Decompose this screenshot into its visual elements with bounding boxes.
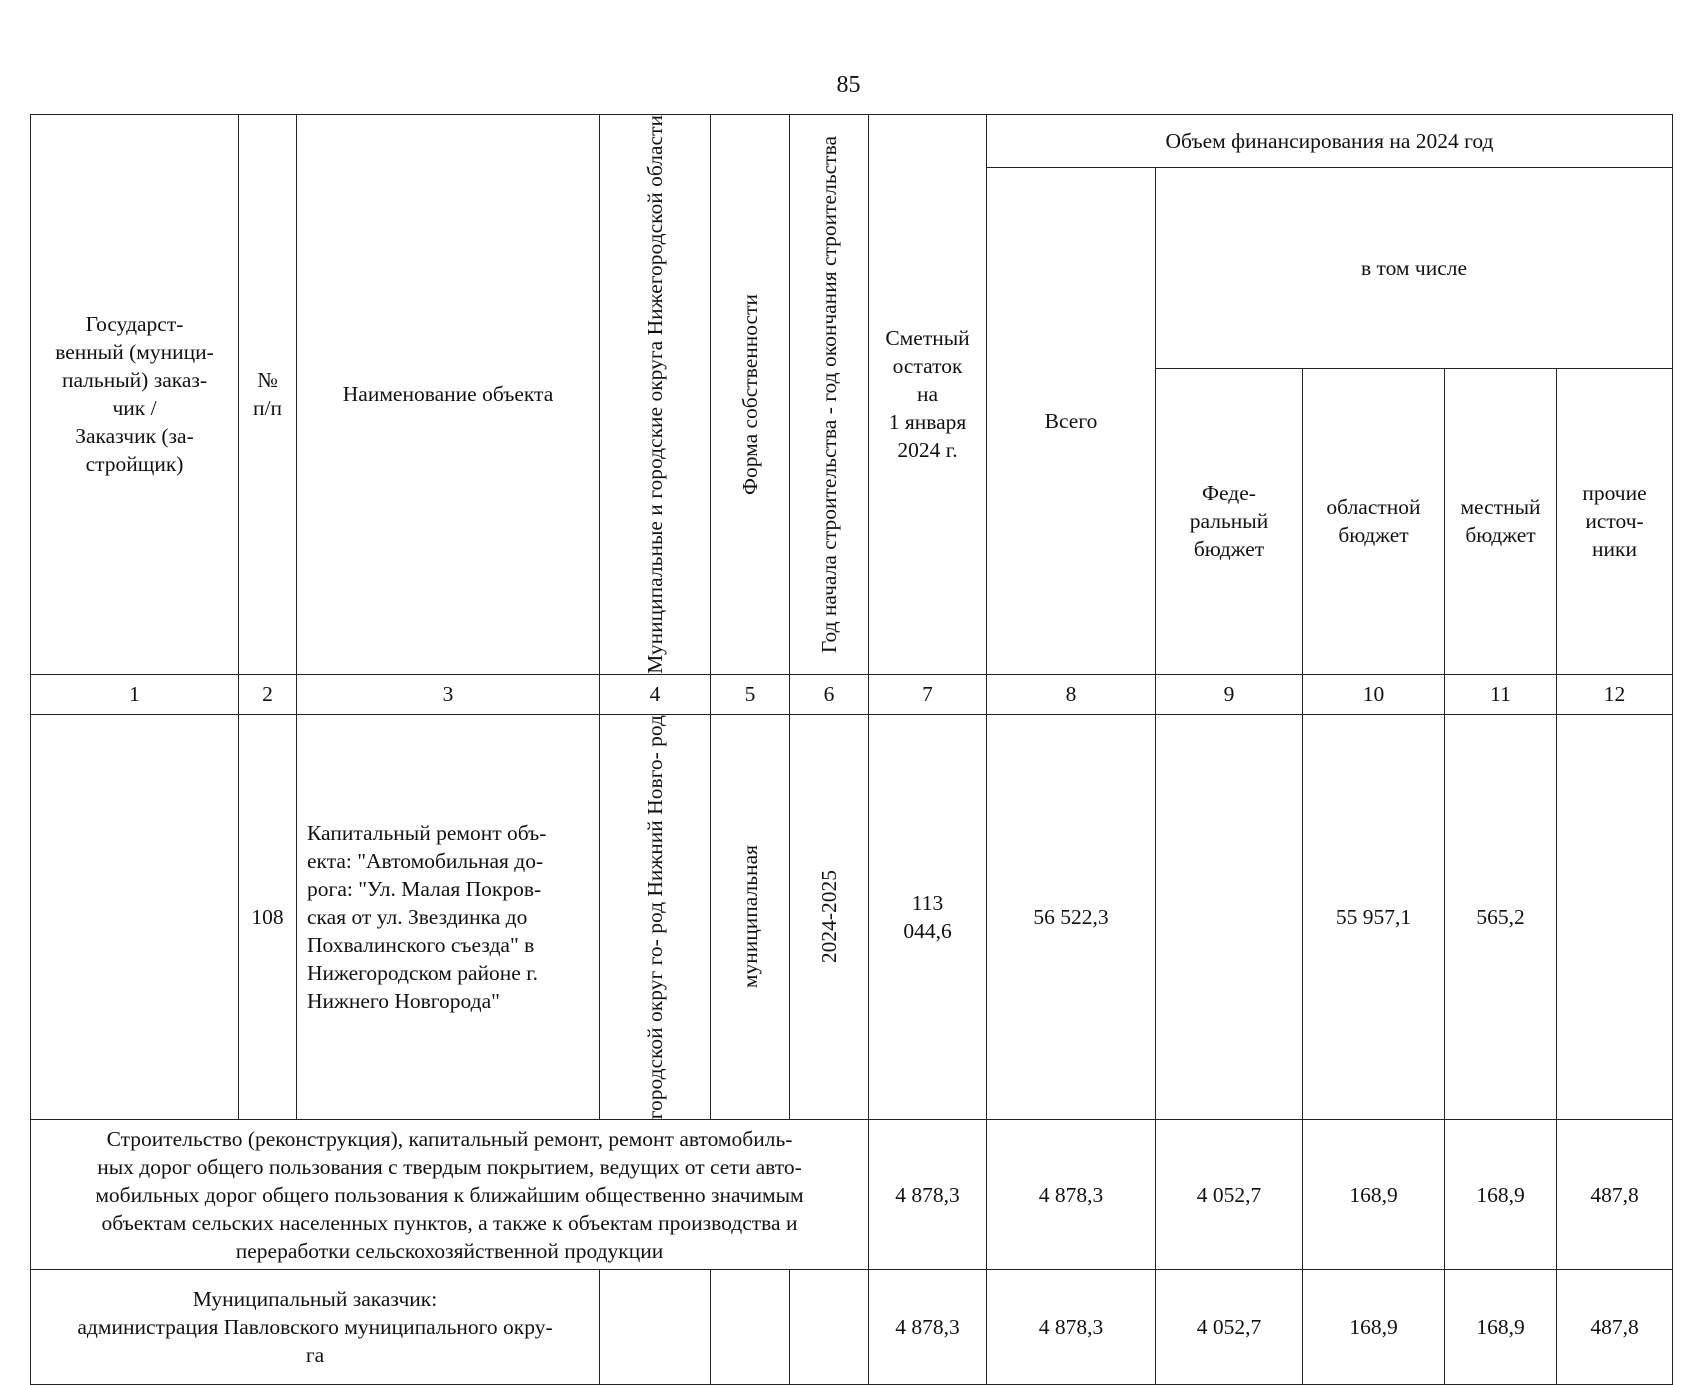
object-ownership: муниципальная bbox=[711, 714, 790, 1119]
column-number: 3 bbox=[297, 674, 600, 714]
header-funding: Объем финансирования на 2024 год bbox=[987, 115, 1673, 168]
object-district: городской округ го- род Нижний Новго- род bbox=[600, 714, 711, 1119]
header-districts: Муниципальные и городские округа Нижегородской области bbox=[600, 115, 711, 675]
header-number: № п/п bbox=[239, 115, 297, 675]
customer-federal: 4 052,7 bbox=[1156, 1270, 1303, 1385]
customer-title: Муниципальный заказчик: администрация Павловского муниципального окру- га bbox=[31, 1270, 600, 1385]
object-estimate: 113 044,6 bbox=[869, 714, 987, 1119]
header-regional: областной бюджет bbox=[1303, 368, 1445, 674]
customer-other: 487,8 bbox=[1557, 1270, 1673, 1385]
header-estimate: Сметный остаток на 1 января 2024 г. bbox=[869, 115, 987, 675]
object-regional: 55 957,1 bbox=[1303, 714, 1445, 1119]
object-years: 2024-2025 bbox=[790, 714, 869, 1119]
column-number: 4 bbox=[600, 674, 711, 714]
object-other bbox=[1557, 714, 1673, 1119]
column-number: 6 bbox=[790, 674, 869, 714]
section-title: Строительство (реконструкция), капитальный ремонт, ремонт автомобиль- ных дорог общего пользования с твердым покрытием, ведущих от сети авто- мобильных дорог общего пользования к ближайшим общественно значимым объектам сельских населенных пунктов, а также к объектам производства и переработки сельскохозяйственной продукции bbox=[31, 1120, 869, 1270]
column-number: 8 bbox=[987, 674, 1156, 714]
customer-ownership bbox=[711, 1270, 790, 1385]
header-customer: Государст- венный (муници- пальный) заказ- чик / Заказчик (за- стройщик) bbox=[31, 115, 239, 675]
column-number: 2 bbox=[239, 674, 297, 714]
section-total: 4 878,3 bbox=[987, 1120, 1156, 1270]
object-customer bbox=[31, 714, 239, 1119]
customer-regional: 168,9 bbox=[1303, 1270, 1445, 1385]
object-number: 108 bbox=[239, 714, 297, 1119]
section-estimate: 4 878,3 bbox=[869, 1120, 987, 1270]
column-number: 12 bbox=[1557, 674, 1673, 714]
investment-table bbox=[30, 114, 1673, 1385]
column-number: 10 bbox=[1303, 674, 1445, 714]
customer-years bbox=[790, 1270, 869, 1385]
column-number: 9 bbox=[1156, 674, 1303, 714]
customer-local: 168,9 bbox=[1445, 1270, 1557, 1385]
customer-district bbox=[600, 1270, 711, 1385]
column-number: 1 bbox=[31, 674, 239, 714]
column-number-row bbox=[31, 674, 1673, 714]
table-row-section bbox=[31, 1120, 1673, 1270]
header-ownership: Форма собственности bbox=[711, 115, 790, 675]
column-number: 5 bbox=[711, 674, 790, 714]
header-total: Всего bbox=[987, 168, 1156, 675]
object-local: 565,2 bbox=[1445, 714, 1557, 1119]
object-name: Капитальный ремонт объ- екта: "Автомобильная до- рога: "Ул. Малая Покров- ская от ул. Звездинка до Похвалинского съезда" в Нижегородском районе г. Нижнего Новгорода" bbox=[297, 714, 600, 1119]
table-row-customer bbox=[31, 1270, 1673, 1385]
column-number: 7 bbox=[869, 674, 987, 714]
object-total: 56 522,3 bbox=[987, 714, 1156, 1119]
header-object-name: Наименование объекта bbox=[297, 115, 600, 675]
header-including: в том числе bbox=[1156, 168, 1673, 369]
section-local: 168,9 bbox=[1445, 1120, 1557, 1270]
header-years: Год начала строительства - год окончания строительства bbox=[790, 115, 869, 675]
section-other: 487,8 bbox=[1557, 1120, 1673, 1270]
table-row-object bbox=[31, 714, 1673, 1119]
page-number: 85 bbox=[836, 72, 861, 98]
section-regional: 168,9 bbox=[1303, 1120, 1445, 1270]
header-federal: Феде- ральный бюджет bbox=[1156, 368, 1303, 674]
column-number: 11 bbox=[1445, 674, 1557, 714]
header-other: прочие источ- ники bbox=[1557, 368, 1673, 674]
customer-total: 4 878,3 bbox=[987, 1270, 1156, 1385]
section-federal: 4 052,7 bbox=[1156, 1120, 1303, 1270]
object-federal bbox=[1156, 714, 1303, 1119]
header-local: местный бюджет bbox=[1445, 368, 1557, 674]
customer-estimate: 4 878,3 bbox=[869, 1270, 987, 1385]
